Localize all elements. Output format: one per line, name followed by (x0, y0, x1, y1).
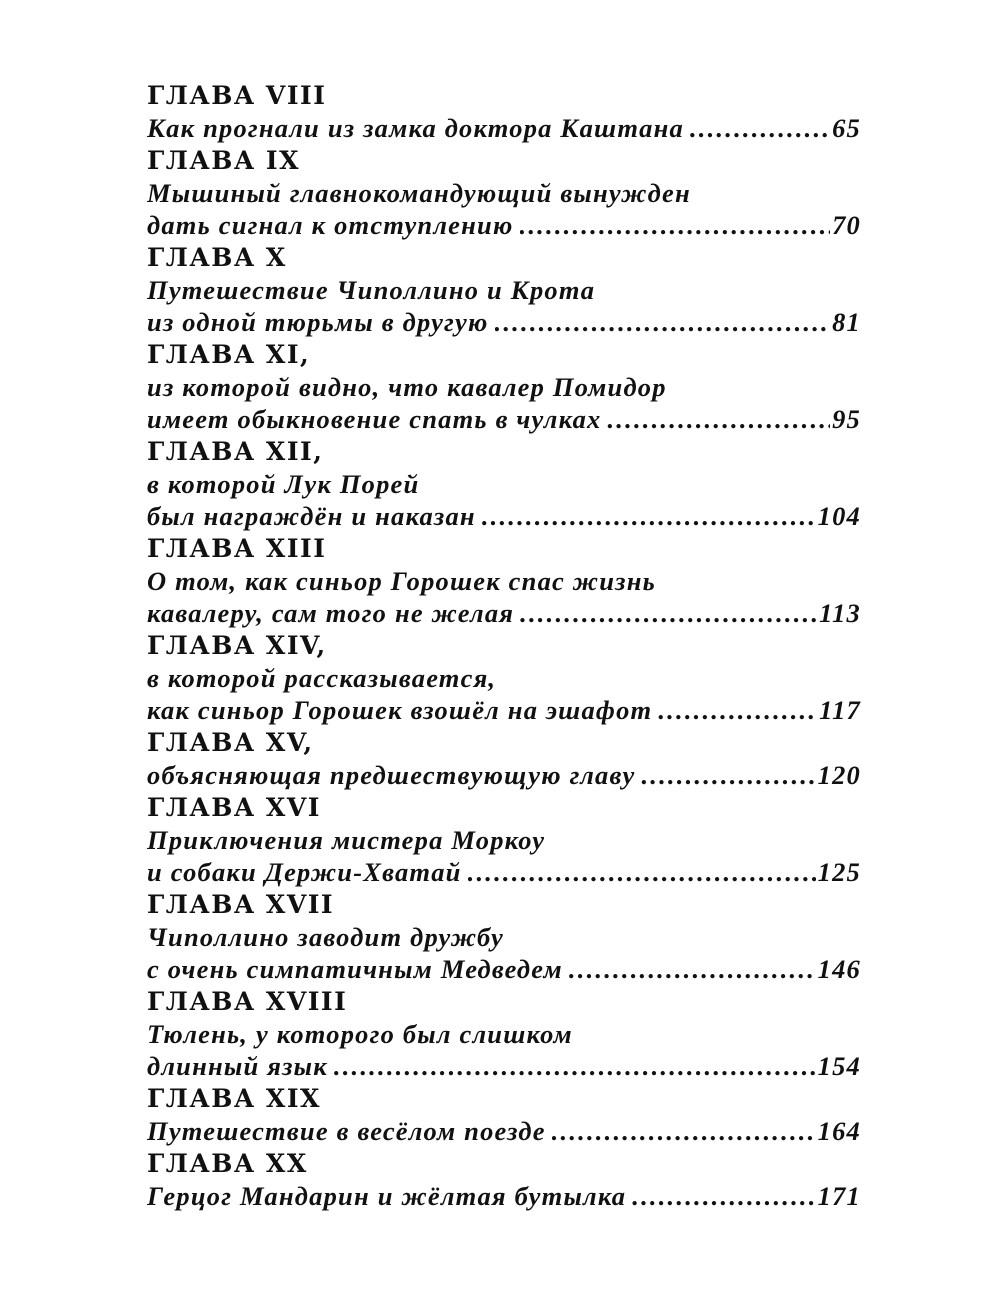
page-number: 65 (832, 113, 861, 143)
chapter-title-text: из которой видно, что кавалер Помидор (147, 372, 667, 402)
chapter-title-line-with-page (147, 1180, 861, 1212)
toc-entry (147, 241, 861, 338)
chapter-title-text: Чиполлино заводит дружбу (147, 922, 504, 952)
chapter-heading: ГЛАВА XI, (147, 340, 311, 369)
chapter-title-text: кавалеру, сам того не желая (147, 598, 515, 628)
dot-leader (520, 209, 831, 241)
chapter-title-line-with-page (147, 403, 861, 435)
page-number: 117 (819, 695, 861, 725)
chapter-heading: ГЛАВА XII, (147, 437, 324, 466)
chapter-heading: ГЛАВА XVII (147, 890, 335, 919)
chapter-title-text: был награждён и наказан (147, 501, 476, 531)
chapter-title-text: Герцог Мандарин и жёлтая бутылка (147, 1181, 627, 1211)
chapter-title-text: Как прогнали из замка доктора Каштана (147, 113, 684, 143)
chapter-heading: ГЛАВА IX (147, 146, 301, 175)
chapter-title-line (147, 468, 861, 500)
chapter-title-text: О том, как синьор Горошек спас жизнь (147, 566, 656, 596)
dot-leader (632, 1180, 815, 1212)
chapter-title-text: Приключения мистера Моркоу (147, 825, 546, 855)
dot-leader (641, 759, 815, 791)
chapter-heading: ГЛАВА XVIII (147, 987, 348, 1016)
dot-leader (690, 112, 830, 144)
dot-leader (569, 953, 816, 985)
page-number: 171 (817, 1181, 861, 1211)
page-number: 154 (817, 1051, 861, 1081)
table-of-contents (147, 79, 861, 1212)
chapter-heading: ГЛАВА XIX (147, 1084, 321, 1113)
chapter-title-text: дать сигнал к отступлению (147, 210, 514, 240)
dot-leader (334, 1050, 816, 1082)
chapter-title-text: Путешествие в весёлом поезде (147, 1116, 546, 1146)
page-number: 125 (817, 857, 861, 887)
chapter-title-text: Мышиный главнокомандующий вынужден (147, 178, 691, 208)
dot-leader (468, 856, 816, 888)
chapter-title-text: объясняющая предшествующую главу (147, 760, 636, 790)
toc-entry (147, 338, 861, 435)
chapter-heading: ГЛАВА XVI (147, 793, 321, 822)
page-number: 113 (819, 598, 861, 628)
toc-entry (147, 888, 861, 985)
toc-entry (147, 1147, 861, 1212)
chapter-title-line-with-page (147, 1050, 861, 1082)
page-number: 70 (832, 210, 861, 240)
page-number: 120 (817, 760, 861, 790)
page-number: 95 (832, 404, 861, 434)
chapter-heading: ГЛАВА XIII (147, 534, 327, 563)
toc-entry (147, 726, 861, 791)
toc-entry (147, 985, 861, 1082)
chapter-title-text: и собаки Держи-Хватай (147, 857, 462, 887)
chapter-title-line-with-page (147, 856, 861, 888)
chapter-title-text: имеет обыкновение спать в чулках (147, 404, 602, 434)
page-number: 164 (817, 1116, 861, 1146)
chapter-title-line-with-page (147, 694, 861, 726)
chapter-title-text: в которой рассказывается, (147, 663, 497, 693)
chapter-title-line (147, 921, 861, 953)
chapter-title-text: как синьор Горошек взошёл на эшафот (147, 695, 653, 725)
toc-entry (147, 435, 861, 532)
dot-leader (552, 1115, 816, 1147)
chapter-heading: ГЛАВА X (147, 243, 287, 272)
chapter-heading: ГЛАВА XV, (147, 728, 314, 757)
dot-leader (495, 306, 831, 338)
chapter-title-text: с очень симпатичным Медведем (147, 954, 563, 984)
dot-leader (482, 500, 816, 532)
chapter-title-line (147, 1018, 861, 1050)
toc-entry (147, 791, 861, 888)
toc-entry (147, 79, 861, 144)
chapter-title-text: в которой Лук Порей (147, 469, 420, 499)
page-number: 146 (817, 954, 861, 984)
dot-leader (658, 694, 817, 726)
toc-entry (147, 629, 861, 726)
chapter-title-line-with-page (147, 112, 861, 144)
chapter-title-line-with-page (147, 306, 861, 338)
toc-entry (147, 144, 861, 241)
chapter-title-line-with-page (147, 209, 861, 241)
chapter-heading: ГЛАВА XX (147, 1149, 308, 1178)
chapter-title-text: Тюлень, у которого был слишком (147, 1019, 573, 1049)
chapter-title-text: из одной тюрьмы в другую (147, 307, 489, 337)
chapter-title-line (147, 824, 861, 856)
chapter-title-line-with-page (147, 1115, 861, 1147)
dot-leader (607, 403, 830, 435)
chapter-heading: ГЛАВА XIV, (147, 631, 327, 660)
chapter-title-text: Путешествие Чиполлино и Крота (147, 275, 596, 305)
chapter-title-text: длинный язык (147, 1051, 328, 1081)
toc-entry (147, 532, 861, 629)
chapter-title-line-with-page (147, 953, 861, 985)
chapter-title-line (147, 274, 861, 306)
page-number: 104 (817, 501, 861, 531)
chapter-title-line (147, 371, 861, 403)
chapter-title-line-with-page (147, 597, 861, 629)
chapter-title-line-with-page (147, 759, 861, 791)
toc-entry (147, 1082, 861, 1147)
chapter-title-line (147, 565, 861, 597)
dot-leader (520, 597, 817, 629)
chapter-title-line (147, 662, 861, 694)
chapter-title-line-with-page (147, 500, 861, 532)
chapter-heading: ГЛАВА VIII (147, 81, 327, 110)
chapter-title-line (147, 177, 861, 209)
page-number: 81 (832, 307, 861, 337)
